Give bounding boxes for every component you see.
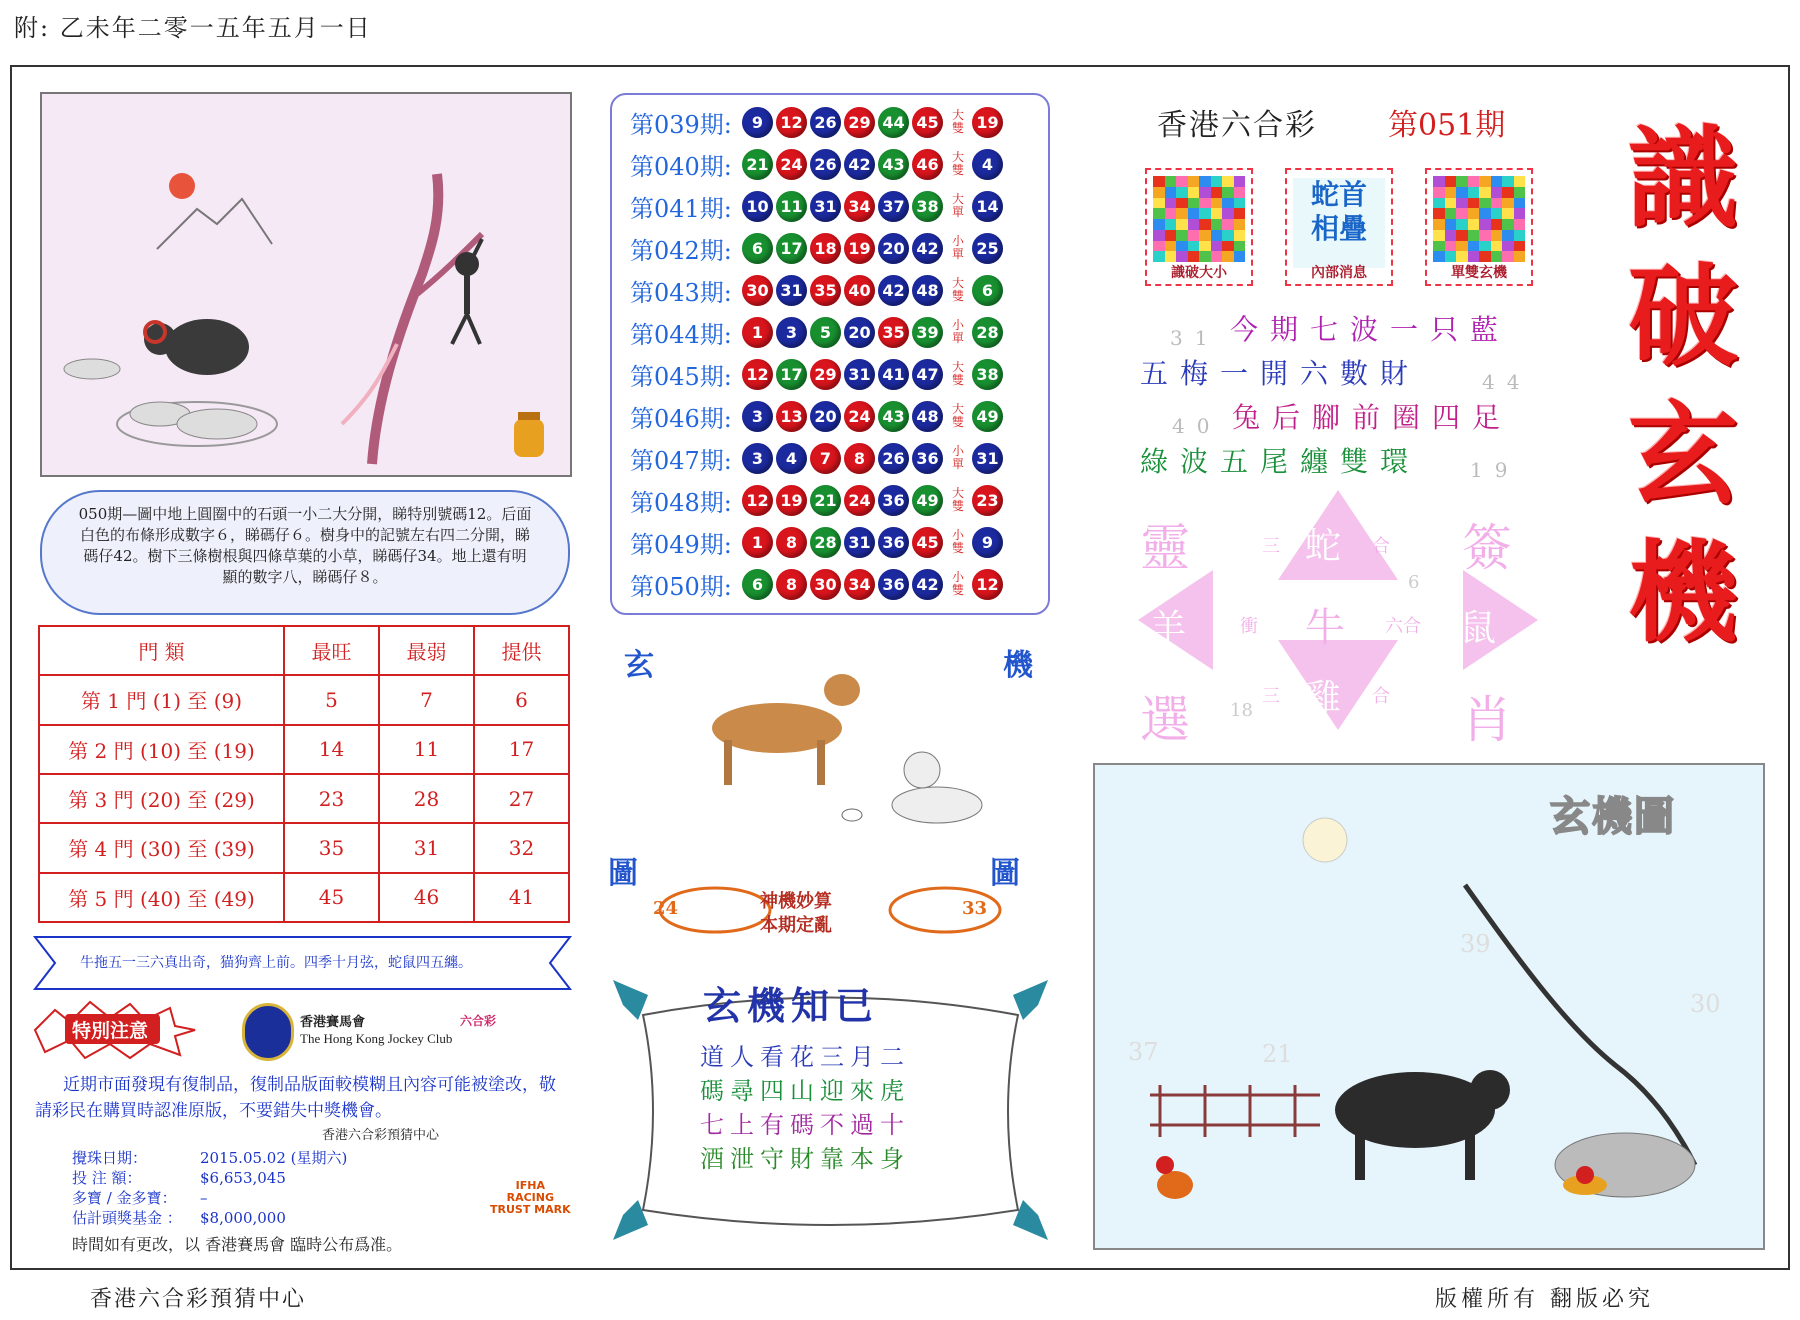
- number-ball: 1: [742, 527, 773, 558]
- special-ball: 14: [972, 191, 1003, 222]
- notice-signature: 香港六合彩預猜中心: [322, 1128, 440, 1143]
- size-tag: 小: [951, 318, 964, 332]
- poem-line: 七上有碼不過十: [700, 1111, 910, 1139]
- hint-050-note: 050期—圖中地上圓圈中的石頭一小二大分開，睇特別號碼12。后面白色的布條形成數字６，睇碼仔６。樹身中的記號左右四二分開，睇碼仔42。樹下三條樹根與四條草葉的小草，睇碼仔34。地上還有明顯的數字八，睇碼仔８。: [40, 490, 570, 615]
- cow-caption-line: 本期定亂: [760, 915, 832, 936]
- hkjc-name-zh: 香港賽馬會: [300, 1015, 366, 1030]
- size-parity-tag: [946, 445, 970, 471]
- size-tag: 小: [951, 444, 964, 458]
- door-value-cell: 32: [474, 823, 569, 872]
- door-value-cell: 35: [284, 823, 379, 872]
- issue-number: 第051期: [1388, 108, 1506, 143]
- draw-info-row: [72, 1188, 347, 1208]
- bird-icon: [613, 1200, 648, 1240]
- number-ball: 34: [844, 569, 875, 600]
- hkjc-block: [242, 1003, 453, 1063]
- number-ball: 12: [742, 485, 773, 516]
- mark-six-logo: 六合彩: [460, 1014, 497, 1028]
- doors-header-cell: 提供: [474, 626, 569, 675]
- cow-number: 33: [962, 898, 988, 919]
- door-range-cell: 第 4 門 (30) 至 (39): [39, 823, 284, 872]
- number-ball: 1: [742, 317, 773, 348]
- number-ball: 19: [776, 485, 807, 516]
- corner-char: 圖: [990, 856, 1020, 891]
- corner-char-xuan: 選: [1140, 691, 1190, 749]
- number-ball: 26: [810, 149, 841, 180]
- date-line: 附: 乙未年二零一五年五月一日: [14, 14, 372, 42]
- number-ball: 45: [912, 107, 943, 138]
- size-parity-tag: [946, 235, 970, 261]
- number-ball: 29: [844, 107, 875, 138]
- poem-title: 玄機知已: [703, 983, 880, 1028]
- number-ball: 36: [878, 485, 909, 516]
- special-ball: 19: [972, 107, 1003, 138]
- door-value-cell: 5: [284, 675, 379, 724]
- ifha-logo: [490, 1180, 571, 1216]
- draw-issue: 第049期:: [630, 530, 732, 559]
- draw-history-panel: [610, 93, 1050, 615]
- draw-issue: 第043期:: [630, 278, 732, 307]
- number-ball: 31: [810, 191, 841, 222]
- number-ball: 20: [810, 401, 841, 432]
- draw-row: [630, 355, 1006, 393]
- mosaic-graphic: [1153, 176, 1245, 262]
- number-ball: 24: [844, 401, 875, 432]
- tile-caption: 識破大小: [1171, 265, 1227, 281]
- riddle-line: 五梅一開六數財: [1140, 357, 1421, 390]
- info-value: $6,653,045: [200, 1169, 286, 1187]
- tile-word: 相疊: [1310, 212, 1367, 245]
- tile-inside-news: [1285, 168, 1393, 286]
- number-ball: 45: [912, 527, 943, 558]
- special-ball: 31: [972, 443, 1003, 474]
- number-ball: 37: [878, 191, 909, 222]
- number-ball: 48: [912, 401, 943, 432]
- corner-char: 玄: [624, 648, 654, 683]
- door-value-cell: 6: [474, 675, 569, 724]
- number-ball: 18: [810, 233, 841, 264]
- draw-issue: 第040期:: [630, 152, 732, 181]
- cow-caption: [760, 890, 832, 938]
- info-label: 多寶 / 金多寶：: [72, 1189, 177, 1207]
- dog-white-icon: [892, 752, 982, 823]
- parity-tag: 雙: [951, 583, 964, 597]
- title-char: 機: [1628, 528, 1738, 657]
- size-tag: 小: [951, 234, 964, 248]
- compass-small: 合: [1372, 686, 1390, 707]
- door-value-cell: 41: [474, 873, 569, 922]
- number-ball: 28: [810, 527, 841, 558]
- banner-text: 牛拖五一三六真出奇，猫狗齊上前。四季十月弦，蛇鼠四五纏。: [80, 955, 472, 971]
- special-ball: 28: [972, 317, 1003, 348]
- tile-size: [1145, 168, 1253, 286]
- number-ball: 6: [742, 569, 773, 600]
- special-ball: 9: [972, 527, 1003, 558]
- draw-issue: 第045期:: [630, 362, 732, 391]
- draw-row: [630, 229, 1006, 267]
- info-value: 2015.05.02 (星期六): [200, 1149, 348, 1167]
- draw-issue: 第042期:: [630, 236, 732, 265]
- doors-header-cell: 最弱: [379, 626, 474, 675]
- warning-label: 特別注意: [72, 1020, 149, 1042]
- mosaic-graphic: [1433, 176, 1525, 262]
- riddle-line: 兔后腳前圈四足: [1232, 401, 1513, 434]
- draw-issue: 第048期:: [630, 488, 732, 517]
- number-ball: 12: [742, 359, 773, 390]
- draw-info: [72, 1148, 347, 1228]
- doors-row: [39, 675, 569, 724]
- draw-row: [630, 439, 1006, 477]
- door-value-cell: 23: [284, 774, 379, 823]
- puzzle-scene-050: [40, 92, 572, 477]
- size-tag: 小: [951, 570, 964, 584]
- number-ball: 42: [844, 149, 875, 180]
- dog-brown-icon: [712, 674, 860, 785]
- draw-row: [630, 523, 1006, 561]
- corner-char-xiao: 肖: [1462, 691, 1512, 749]
- parity-tag: 雙: [951, 163, 964, 177]
- number-ball: 42: [878, 275, 909, 306]
- number-ball: 35: [810, 275, 841, 306]
- compass-small: 六合: [1385, 616, 1421, 637]
- number-ball: 36: [912, 443, 943, 474]
- stones-icon: [64, 359, 277, 446]
- special-ball: 12: [972, 569, 1003, 600]
- size-parity-tag: [946, 109, 970, 135]
- size-parity-tag: [946, 151, 970, 177]
- corner-char: 機: [1003, 648, 1033, 683]
- poem-line: 酒泄守財靠本身: [700, 1145, 910, 1173]
- number-ball: 36: [878, 569, 909, 600]
- number-ball: 26: [810, 107, 841, 138]
- draw-info-row: [72, 1208, 347, 1228]
- doors-header-cell: 門 類: [39, 626, 284, 675]
- number-ball: 6: [742, 233, 773, 264]
- number-ball: 31: [776, 275, 807, 306]
- number-ball: 35: [878, 317, 909, 348]
- ball-icon: [842, 809, 862, 821]
- tile-caption: 單雙玄機: [1451, 265, 1507, 281]
- number-ball: 8: [844, 443, 875, 474]
- ox-icon: [1335, 1070, 1510, 1180]
- draw-issue: 第047期:: [630, 446, 732, 475]
- ifha-line: IFHA: [515, 1179, 545, 1192]
- size-tag: 大: [951, 360, 964, 374]
- size-tag: 大: [951, 150, 964, 164]
- draw-issue: 第046期:: [630, 404, 732, 433]
- parity-tag: 雙: [951, 499, 964, 513]
- number-ball: 38: [912, 191, 943, 222]
- number-ball: 12: [776, 107, 807, 138]
- riddle-line: 今期七波一只藍: [1230, 313, 1511, 346]
- number-ball: 21: [810, 485, 841, 516]
- door-range-cell: 第 3 門 (20) 至 (29): [39, 774, 284, 823]
- door-value-cell: 28: [379, 774, 474, 823]
- parity-tag: 雙: [951, 289, 964, 303]
- number-ball: 5: [810, 317, 841, 348]
- info-label: 估計頭獎基金 ：: [72, 1209, 182, 1227]
- door-range-cell: 第 1 門 (1) 至 (9): [39, 675, 284, 724]
- number-ball: 44: [878, 107, 909, 138]
- compass-small: 三: [1262, 536, 1280, 557]
- corner-char-qian: 簽: [1462, 519, 1512, 577]
- poem-line: 碼尋四山迎來虎: [700, 1077, 910, 1105]
- number-ball: 49: [912, 485, 943, 516]
- corner-char-ling: 靈: [1140, 519, 1190, 577]
- size-parity-tag: [946, 277, 970, 303]
- parity-tag: 雙: [951, 121, 964, 135]
- rooster-icon: [1156, 1156, 1193, 1199]
- counterfeit-notice: 近期市面發現有復制品，復制品版面較模糊且內容可能被塗改，敬請彩民在購買時認准原版，不要錯失中獎機會。: [35, 1075, 556, 1121]
- special-ball: 4: [972, 149, 1003, 180]
- doors-row: [39, 774, 569, 823]
- number-ball: 48: [912, 275, 943, 306]
- doors-row: [39, 873, 569, 922]
- draw-row: [630, 145, 1006, 183]
- cow-caption-line: 神機妙算: [760, 891, 832, 912]
- number-ball: 30: [810, 569, 841, 600]
- bird-icon: [1013, 980, 1048, 1020]
- parity-tag: 單: [951, 247, 964, 261]
- lottery-name: 香港六合彩: [1157, 108, 1317, 143]
- number-ball: 31: [844, 359, 875, 390]
- compass-small: 衝: [1240, 616, 1258, 637]
- doors-row: [39, 725, 569, 774]
- riddle-number: 44: [1482, 370, 1532, 394]
- size-tag: 大: [951, 402, 964, 416]
- door-value-cell: 27: [474, 774, 569, 823]
- number-ball: 20: [878, 233, 909, 264]
- number-ball: 10: [742, 191, 773, 222]
- number-ball: 8: [776, 527, 807, 558]
- scene2-number: 39: [1460, 930, 1491, 958]
- compass-center: 牛: [1305, 605, 1345, 651]
- size-tag: 大: [951, 486, 964, 500]
- info-label: 投 注 額：: [72, 1169, 142, 1187]
- dog-scene: [612, 630, 1052, 885]
- compass-top: 蛇: [1305, 526, 1342, 567]
- draw-row: [630, 187, 1006, 225]
- draw-row: [630, 313, 1006, 351]
- compass-small: 三: [1262, 686, 1280, 707]
- door-value-cell: 14: [284, 725, 379, 774]
- riddle-line: 綠波五尾纏雙環: [1140, 445, 1421, 478]
- number-ball: 46: [912, 149, 943, 180]
- compass-number: 18: [1230, 700, 1253, 721]
- size-tag: 大: [951, 276, 964, 290]
- size-parity-tag: [946, 319, 970, 345]
- tile-caption: 內部消息: [1311, 265, 1367, 281]
- number-ball: 34: [844, 191, 875, 222]
- number-ball: 36: [878, 527, 909, 558]
- parity-tag: 雙: [951, 541, 964, 555]
- size-parity-tag: [946, 403, 970, 429]
- scene2-number: 37: [1128, 1038, 1159, 1066]
- number-ball: 42: [912, 233, 943, 264]
- info-value: –: [200, 1189, 208, 1207]
- door-value-cell: 17: [474, 725, 569, 774]
- parity-tag: 雙: [951, 373, 964, 387]
- cow-number: 24: [653, 898, 679, 919]
- special-ball: 6: [972, 275, 1003, 306]
- special-ball: 25: [972, 233, 1003, 264]
- jar-icon: [514, 412, 544, 457]
- fence-icon: [1150, 1085, 1320, 1137]
- riddle-number: 19: [1470, 458, 1520, 482]
- number-ball: 11: [776, 191, 807, 222]
- number-ball: 21: [742, 149, 773, 180]
- size-parity-tag: [946, 193, 970, 219]
- doors-table: [38, 625, 570, 923]
- door-value-cell: 7: [379, 675, 474, 724]
- draw-issue: 第050期:: [630, 572, 732, 601]
- number-ball: 41: [878, 359, 909, 390]
- size-tag: 大: [951, 108, 964, 122]
- size-parity-tag: [946, 487, 970, 513]
- draw-issue: 第039期:: [630, 110, 732, 139]
- door-value-cell: 45: [284, 873, 379, 922]
- number-ball: 7: [810, 443, 841, 474]
- number-ball: 9: [742, 107, 773, 138]
- size-parity-tag: [946, 571, 970, 597]
- scene2-number: 30: [1690, 990, 1721, 1018]
- snake-words: [1293, 178, 1385, 268]
- title-char: 識: [1628, 114, 1738, 243]
- door-value-cell: 46: [379, 873, 474, 922]
- draw-row: [630, 565, 1006, 603]
- footer-right: 版權所有 翻版必究: [1435, 1287, 1654, 1312]
- bird-icon: [613, 980, 648, 1020]
- bird-icon: [1013, 1200, 1048, 1240]
- number-ball: 47: [912, 359, 943, 390]
- number-ball: 31: [844, 527, 875, 558]
- size-tag: 小: [951, 528, 964, 542]
- scene-illustration: [42, 94, 570, 475]
- number-ball: 30: [742, 275, 773, 306]
- hkjc-logo-icon: [242, 1003, 294, 1061]
- riddle-number: 40: [1172, 414, 1222, 438]
- number-ball: 19: [844, 233, 875, 264]
- parity-tag: 單: [951, 205, 964, 219]
- number-ball: 29: [810, 359, 841, 390]
- number-ball: 43: [878, 401, 909, 432]
- ram-icon: [144, 319, 249, 375]
- compass-small: 合: [1372, 536, 1390, 557]
- number-ball: 3: [776, 317, 807, 348]
- special-ball: 49: [972, 401, 1003, 432]
- number-ball: 3: [742, 443, 773, 474]
- compass-right: 鼠: [1460, 608, 1497, 649]
- doors-header-cell: 最旺: [284, 626, 379, 675]
- ifha-line: RACING: [506, 1191, 554, 1204]
- parity-tag: 雙: [951, 415, 964, 429]
- draw-issue: 第044期:: [630, 320, 732, 349]
- number-ball: 26: [878, 443, 909, 474]
- parity-tag: 單: [951, 331, 964, 345]
- poem-line: 道人看花三月二: [700, 1043, 910, 1071]
- draw-row: [630, 397, 1006, 435]
- draw-issue: 第041期:: [630, 194, 732, 223]
- door-value-cell: 11: [379, 725, 474, 774]
- scene2-number: 21: [1262, 1040, 1293, 1068]
- door-range-cell: 第 2 門 (10) 至 (19): [39, 725, 284, 774]
- corner-char: 圖: [608, 856, 638, 891]
- poem-body: [700, 1040, 910, 1176]
- info-label: 攪珠日期：: [72, 1149, 148, 1167]
- special-ball: 23: [972, 485, 1003, 516]
- doors-header-row: [39, 626, 569, 675]
- title-char: 破: [1628, 252, 1738, 381]
- doors-row: [39, 823, 569, 872]
- number-ball: 17: [776, 233, 807, 264]
- compass-left: 羊: [1150, 608, 1187, 649]
- number-ball: 24: [776, 149, 807, 180]
- size-tag: 大: [951, 192, 964, 206]
- compass-number: 6: [1408, 572, 1420, 593]
- draw-info-row: [72, 1168, 347, 1188]
- monkey-icon: [452, 239, 482, 344]
- draw-row: [630, 481, 1006, 519]
- title-char: 玄: [1628, 390, 1738, 519]
- compass-bottom: 雞: [1305, 678, 1342, 719]
- scene2-label: 玄機圖: [1550, 794, 1676, 840]
- main-title: [1608, 110, 1758, 662]
- number-ball: 4: [776, 443, 807, 474]
- size-parity-tag: [946, 361, 970, 387]
- riddle-number: 31: [1170, 326, 1220, 350]
- number-ball: 3: [742, 401, 773, 432]
- number-ball: 43: [878, 149, 909, 180]
- tile-word: 蛇首: [1310, 178, 1367, 211]
- door-value-cell: 31: [379, 823, 474, 872]
- number-ball: 39: [912, 317, 943, 348]
- number-ball: 40: [844, 275, 875, 306]
- number-ball: 17: [776, 359, 807, 390]
- ifha-line: TRUST MARK: [490, 1203, 571, 1216]
- special-ball: 38: [972, 359, 1003, 390]
- number-ball: 13: [776, 401, 807, 432]
- time-change-note: 時間如有更改，以 香港賽馬會 臨時公布爲准。: [72, 1235, 403, 1254]
- parity-tag: 單: [951, 457, 964, 471]
- tile-odd-even: [1425, 168, 1533, 286]
- door-range-cell: 第 5 門 (40) 至 (49): [39, 873, 284, 922]
- hkjc-name-en: The Hong Kong Jockey Club: [300, 1031, 453, 1046]
- number-ball: 24: [844, 485, 875, 516]
- number-ball: 8: [776, 569, 807, 600]
- info-value: $8,000,000: [200, 1209, 286, 1227]
- draw-row: [630, 271, 1006, 309]
- draw-info-row: [72, 1148, 347, 1168]
- footer-left: 香港六合彩預猜中心: [90, 1287, 307, 1312]
- draw-row: [630, 103, 1006, 141]
- number-ball: 42: [912, 569, 943, 600]
- number-ball: 20: [844, 317, 875, 348]
- size-parity-tag: [946, 529, 970, 555]
